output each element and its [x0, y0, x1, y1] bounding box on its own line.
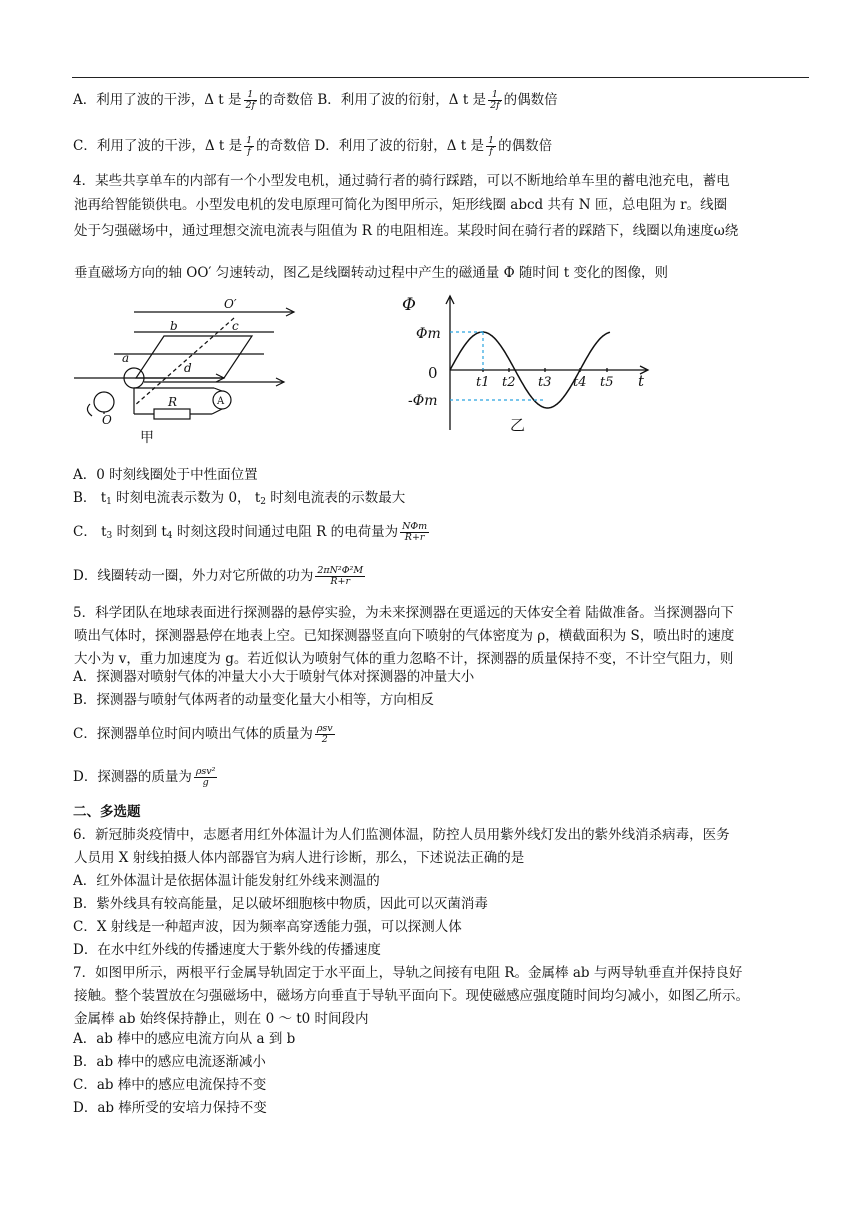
q4-stem-line2: 池再给智能锁供电。小型发电机的发电原理可简化为图甲所示，矩形线圈 abcd 共有 N 匝，总电阻为 r。线圈 — [74, 197, 728, 213]
q5-option-c[interactable]: C．探测器单位时间内喷出气体的质量为 ρsv 2 — [73, 723, 333, 745]
q3-option-d[interactable]: D．利用了波的衍射，Δ t 是 $\frac{1}{f}$ 的偶数倍 — [314, 135, 553, 157]
q5-option-b[interactable]: B．探测器与喷射气体两者的动量变化量大小相等，方向相反 — [73, 692, 434, 708]
label-a: a — [122, 351, 130, 365]
xaxis-label: t — [638, 372, 645, 390]
figure-jia-caption: 甲 — [140, 430, 154, 446]
tick-t3: t3 — [538, 375, 552, 390]
q4-stem-line1: 4．某些共享单车的内部有一个小型发电机，通过骑行者的骑行踩踏，可以不断地给单车里的蓄电池充电，蓄电 — [73, 173, 730, 189]
q5-option-a[interactable]: A．探测器对喷射气体的冲量大小大于喷射气体对探测器的冲量大小 — [73, 669, 475, 685]
q6-option-a[interactable]: A．红外体温计是依据体温计能发射红外线来测温的 — [73, 873, 380, 889]
figure-yi-caption: 乙 — [510, 416, 526, 434]
tick-t5: t5 — [600, 375, 614, 390]
q4-stem-line4: 垂直磁场方向的轴 OO′ 匀速转动，图乙是线圈转动过程中产生的磁通量 Φ 随时间 t 变化的图像，则 — [74, 265, 668, 281]
q6-option-b[interactable]: B．紫外线具有较高能量，足以破坏细胞核中物质，因此可以灭菌消毒 — [73, 896, 488, 912]
q6-option-d[interactable]: D．在水中红外线的传播速度大于紫外线的传播速度 — [73, 942, 381, 958]
label-r: R — [168, 395, 178, 409]
q4-option-b[interactable]: B． $t_1$ 时刻电流表示数为 0， $t_2$ 时刻电流表的示数最大 — [73, 490, 406, 507]
label-ammeter: A — [217, 396, 225, 407]
q5-stem-line1: 5．科学团队在地球表面进行探测器的悬停实验，为未来探测器在更遥远的天体安全着 陆做准备。当探测器向下 — [73, 605, 734, 621]
label-d: d — [184, 361, 192, 375]
origin-label: 0 — [428, 364, 438, 382]
tick-t4: t4 — [573, 375, 587, 390]
figure-yi-flux-graph — [390, 290, 660, 440]
q7-option-a[interactable]: A．ab 棒中的感应电流方向从 a 到 b — [73, 1031, 296, 1047]
label-c: c — [232, 319, 239, 333]
q3-options-row1 — [73, 90, 558, 111]
q6-option-c[interactable]: C．X 射线是一种超声波，因为频率高穿透能力强，可以探测人体 — [73, 919, 462, 935]
q3-options-row2 — [73, 136, 552, 157]
q5-stem-line2: 喷出气体时，探测器悬停在地表上空。已知探测器竖直向下喷射的气体密度为 ρ，横截面积为 S，喷出时的速度 — [74, 628, 735, 644]
q6-stem-line1: 6．新冠肺炎疫情中，志愿者用红外体温计为人们监测体温，防控人员用紫外线灯发出的紫外线消杀病毒，医务 — [73, 827, 730, 843]
q4-option-d[interactable]: D．线圈转动一圈，外力对它所做的功为 $\frac{\text{2πN²Φ²M}}{R+r}$ — [73, 565, 364, 587]
q7-option-b[interactable]: B．ab 棒中的感应电流逐渐减小 — [73, 1054, 266, 1070]
q4-stem-line3: 处于匀强磁场中，通过理想交流电流表与阻值为 R 的电阻相连。某段时间在骑行者的踩踏下，线圈以角速度ω绕 — [74, 223, 739, 239]
q3-option-c[interactable]: C．利用了波的干涉，Δ t 是 $\frac{1}{f}$ 的奇数倍 — [73, 135, 311, 157]
q6-stem-line2: 人员用 X 射线拍摄人体内部器官为病人进行诊断，那么，下述说法正确的是 — [74, 850, 525, 866]
q3-option-b[interactable]: B．利用了波的衍射，Δ t 是 $\frac{1}{2f}$ 的偶数倍 — [317, 89, 558, 111]
q4-option-a[interactable]: A．0 时刻线圈处于中性面位置 — [73, 467, 258, 483]
label-b: b — [170, 319, 178, 333]
header-rule — [72, 77, 809, 78]
q5-stem-line3: 大小为 v，重力加速度为 g。若近似认为喷射气体的重力忽略不计，探测器的质量保持不变，不计空气阻力，则 — [74, 651, 734, 667]
figure-jia-generator — [74, 296, 304, 448]
q7-option-c[interactable]: C．ab 棒中的感应电流保持不变 — [73, 1077, 267, 1093]
q3-option-a[interactable]: A．利用了波的干涉，Δ t 是 $\frac{1}{2f}$ 的奇数倍 — [73, 89, 314, 111]
section-heading-multi-choice: 二、多选题 — [73, 804, 141, 820]
q7-stem-line3: 金属棒 ab 始终保持静止，则在 0 ～ t0 时间段内 — [74, 1011, 369, 1027]
q7-stem-line2: 接触。整个装置放在匀强磁场中，磁场方向垂直于导轨平面向下。现使磁感应强度随时间均匀减小，如图乙所示。 — [74, 988, 749, 1004]
q5-option-d[interactable]: D．探测器的质量为 ρsv² g — [73, 766, 216, 788]
q7-stem-line1: 7．如图甲所示，两根平行金属导轨固定于水平面上，导轨之间接有电阻 R。金属棒 ab 与两导轨垂直并保持良好 — [73, 965, 743, 981]
phi-m-label: Φm — [416, 326, 441, 342]
q4-option-c[interactable]: C． $t_3$ 时刻到 $t_4$ 时刻这段时间通过电阻 R 的电荷量为 NΦm R+r — [73, 521, 428, 543]
q7-option-d[interactable]: D．ab 棒所受的安培力保持不变 — [73, 1100, 267, 1116]
tick-t2: t2 — [502, 375, 516, 390]
label-o: O — [102, 413, 112, 427]
label-o-prime: O′ — [224, 297, 237, 311]
neg-phi-m-label: -Φm — [408, 393, 438, 409]
tick-t1: t1 — [476, 375, 490, 390]
yaxis-label: Φ — [402, 295, 416, 315]
